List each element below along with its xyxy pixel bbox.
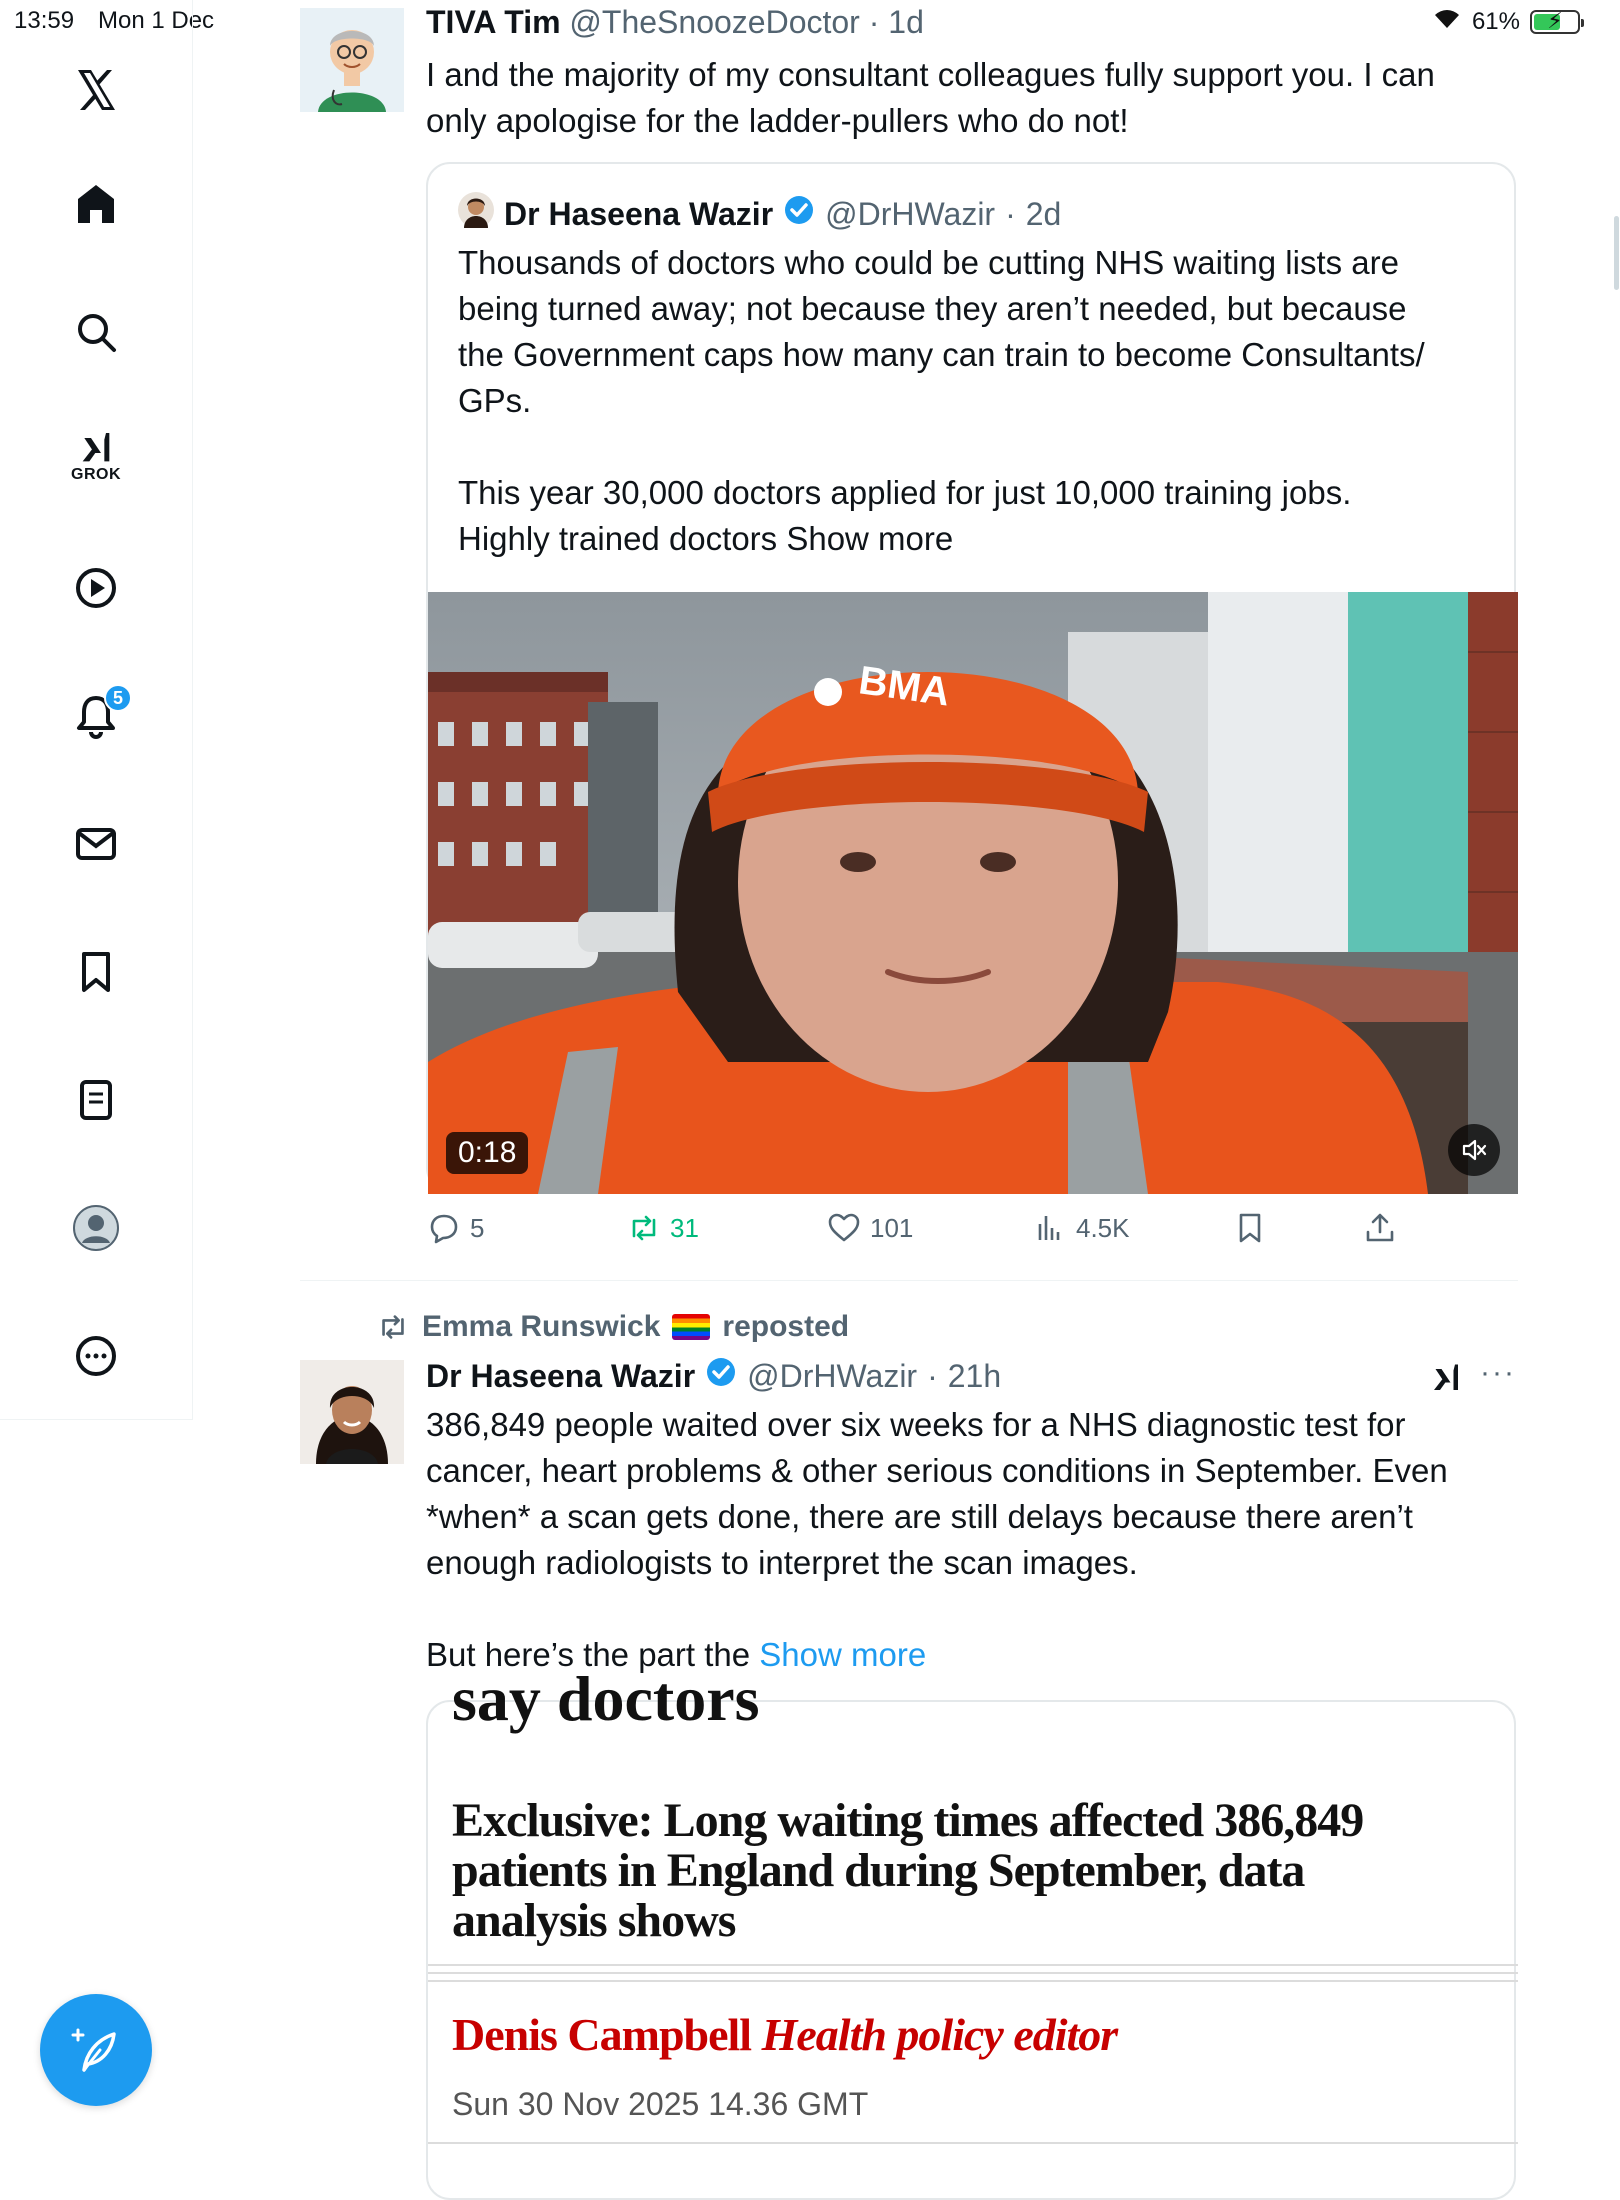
article-author <box>452 2008 1117 2061</box>
verified-badge-icon <box>705 1356 737 1396</box>
share-button[interactable] <box>1362 1210 1398 1246</box>
sidebar-item-bookmarks[interactable] <box>56 932 136 1012</box>
share-icon <box>1362 1210 1398 1246</box>
author-name[interactable]: Dr Haseena Wazir <box>426 1357 696 1394</box>
article-divider <box>428 1964 1518 1966</box>
post-time[interactable]: 1d <box>888 4 924 40</box>
show-more-link[interactable]: Show more <box>759 1636 927 1673</box>
post-more-options-icon[interactable]: ··· <box>1480 1356 1516 1389</box>
views-chart-icon <box>1032 1210 1068 1246</box>
article-author-role: Health policy editor <box>761 2009 1118 2060</box>
reposter-name: Emma Runswick <box>422 1310 661 1343</box>
quote-author-name[interactable]: Dr Haseena Wazir <box>504 195 774 232</box>
tweet1-header: TIVA Tim @TheSnoozeDoctor · 1d <box>426 4 924 40</box>
author-name[interactable]: TIVA Tim <box>426 4 561 40</box>
play-circle-icon <box>72 564 120 612</box>
quote-text-line: This year 30,000 doctors applied for just 10,000 training jobs. <box>458 474 1352 511</box>
notification-badge: 5 <box>104 684 132 712</box>
repost-button[interactable] <box>626 1210 699 1246</box>
tweet-text-tail: But here’s the part the <box>426 1636 751 1673</box>
user-avatar-icon <box>300 1360 404 1464</box>
speaker-muted-icon <box>1460 1136 1488 1164</box>
sidebar-item-explore[interactable] <box>56 292 136 372</box>
verified-badge-icon <box>783 194 815 234</box>
scrollbar-thumb[interactable] <box>1614 216 1619 290</box>
list-icon <box>72 1076 120 1124</box>
quote-author-handle[interactable]: @DrHWazir <box>825 195 996 232</box>
video-thumbnail <box>428 592 1518 1194</box>
post-time[interactable]: 21h <box>947 1357 1002 1394</box>
status-date: Mon 1 Dec <box>98 7 215 34</box>
like-count: 101 <box>870 1212 914 1243</box>
quote-text-line: Highly trained doctors Show more <box>458 520 954 557</box>
article-author-name: Denis Campbell <box>452 2009 752 2060</box>
article-divider <box>428 1980 1518 1982</box>
reply-button[interactable] <box>426 1210 484 1246</box>
tweet-text-line: 386,849 people waited over six weeks for a NHS diagnostic test for <box>426 1406 1406 1443</box>
repost-icon <box>376 1310 410 1344</box>
battery-percent: 61% <box>1471 7 1520 35</box>
post-divider <box>300 1280 1518 1281</box>
sidebar-item-messages[interactable] <box>56 804 136 884</box>
video-player[interactable] <box>428 592 1518 1194</box>
sidebar-item-grok[interactable] <box>56 416 136 496</box>
reply-count: 5 <box>470 1212 485 1243</box>
quote-text-line: the Government caps how many can train to become Consultants/ <box>458 336 1425 373</box>
home-icon <box>72 180 120 228</box>
quoted-post-card[interactable] <box>426 162 1516 1192</box>
grok-explain-button[interactable] <box>1428 1360 1464 1401</box>
repost-icon <box>626 1210 662 1246</box>
tweet1-avatar[interactable] <box>300 8 404 112</box>
video-duration: 0:18 <box>446 1132 528 1174</box>
status-time: 13:59 <box>14 7 75 34</box>
tweet-text-line: *when* a scan gets done, there are still delays because there aren’t <box>426 1498 1413 1535</box>
grok-icon <box>74 428 118 468</box>
article-date: Sun 30 Nov 2025 14.36 GMT <box>452 2086 869 2122</box>
x-logo[interactable] <box>56 50 136 130</box>
reply-icon <box>426 1210 462 1246</box>
sidebar-item-lists[interactable] <box>56 1060 136 1140</box>
quote-text <box>458 240 1498 562</box>
paragraph-gap <box>426 1586 1536 1632</box>
doctor-avatar-icon <box>300 8 404 112</box>
avatar-icon <box>72 1204 120 1252</box>
bookmark-icon <box>72 948 120 996</box>
sidebar-item-label: GROK <box>71 466 121 483</box>
sidebar-item-more[interactable] <box>56 1316 136 1396</box>
repost-count: 31 <box>670 1212 699 1243</box>
view-count: 4.5K <box>1076 1212 1130 1243</box>
like-button[interactable] <box>826 1210 913 1246</box>
article-divider <box>428 1972 1518 1974</box>
tweet2-text <box>426 1402 1536 1678</box>
quote-text-line: being turned away; not because they aren’t needed, but because <box>458 290 1407 327</box>
status-indicators <box>1432 6 1580 37</box>
views-button[interactable] <box>1032 1210 1130 1246</box>
tweet-text-line: I and the majority of my consultant colleagues fully support you. I can <box>426 56 1435 93</box>
compose-feather-icon <box>70 2024 122 2076</box>
quote-post-time[interactable]: 2d <box>1025 195 1062 232</box>
sidebar-item-home[interactable] <box>56 164 136 244</box>
hat-logo-text: BMA <box>856 658 953 715</box>
repost-suffix: reposted <box>722 1310 850 1343</box>
heart-icon <box>826 1210 862 1246</box>
quote-text-line: Thousands of doctors who could be cutting NHS waiting lists are <box>458 244 1399 281</box>
author-handle[interactable]: @TheSnoozeDoctor <box>569 4 860 40</box>
sidebar-item-notifications[interactable] <box>56 676 136 756</box>
sidebar-item-video[interactable] <box>56 548 136 628</box>
tweet2-header: Dr Haseena Wazir @DrHWazir · 21h <box>426 1356 1001 1396</box>
quote-header: Dr Haseena Wazir @DrHWazir · 2d <box>458 192 1061 236</box>
paragraph-gap <box>458 424 1498 470</box>
battery-icon <box>1530 7 1580 34</box>
search-icon <box>72 308 120 356</box>
mail-icon <box>72 820 120 868</box>
bookmark-button[interactable] <box>1232 1210 1268 1246</box>
article-divider <box>428 2142 1518 2144</box>
mute-button[interactable] <box>1448 1124 1500 1176</box>
grok-icon <box>1428 1360 1464 1396</box>
x-logo-icon <box>72 66 120 114</box>
more-circle-icon <box>72 1332 120 1380</box>
tweet-text-line: only apologise for the ladder-pullers who do not! <box>426 102 1129 139</box>
author-handle[interactable]: @DrHWazir <box>747 1357 918 1394</box>
compose-post-button[interactable] <box>40 1994 152 2106</box>
quote-text-line: GPs. <box>458 382 532 419</box>
user-avatar-icon <box>458 192 494 228</box>
tweet-text-line: enough radiologists to interpret the scan images. <box>426 1544 1138 1581</box>
wifi-icon <box>1432 6 1462 37</box>
quote-avatar[interactable] <box>458 192 494 236</box>
bookmark-icon <box>1232 1210 1268 1246</box>
rainbow-flag-icon <box>672 1314 710 1340</box>
article-screenshot-card[interactable] <box>426 1663 1516 2200</box>
sidebar <box>0 0 193 1420</box>
tweet1-text <box>426 52 1526 144</box>
tweet1-action-bar <box>426 1210 1426 1260</box>
repost-attribution[interactable] <box>376 1310 849 1344</box>
tweet-text-line: cancer, heart problems & other serious conditions in September. Even <box>426 1452 1448 1489</box>
tweet2-avatar[interactable] <box>300 1360 404 1464</box>
charging-bolt-icon: ⚡ <box>1547 7 1563 33</box>
sidebar-item-profile[interactable] <box>56 1188 136 1268</box>
article-headline: Exclusive: Long waiting times affected 386,849 patients in England during September, data analysis shows <box>452 1794 1364 1947</box>
article-cut-off-text: say doctors <box>452 1663 760 1734</box>
